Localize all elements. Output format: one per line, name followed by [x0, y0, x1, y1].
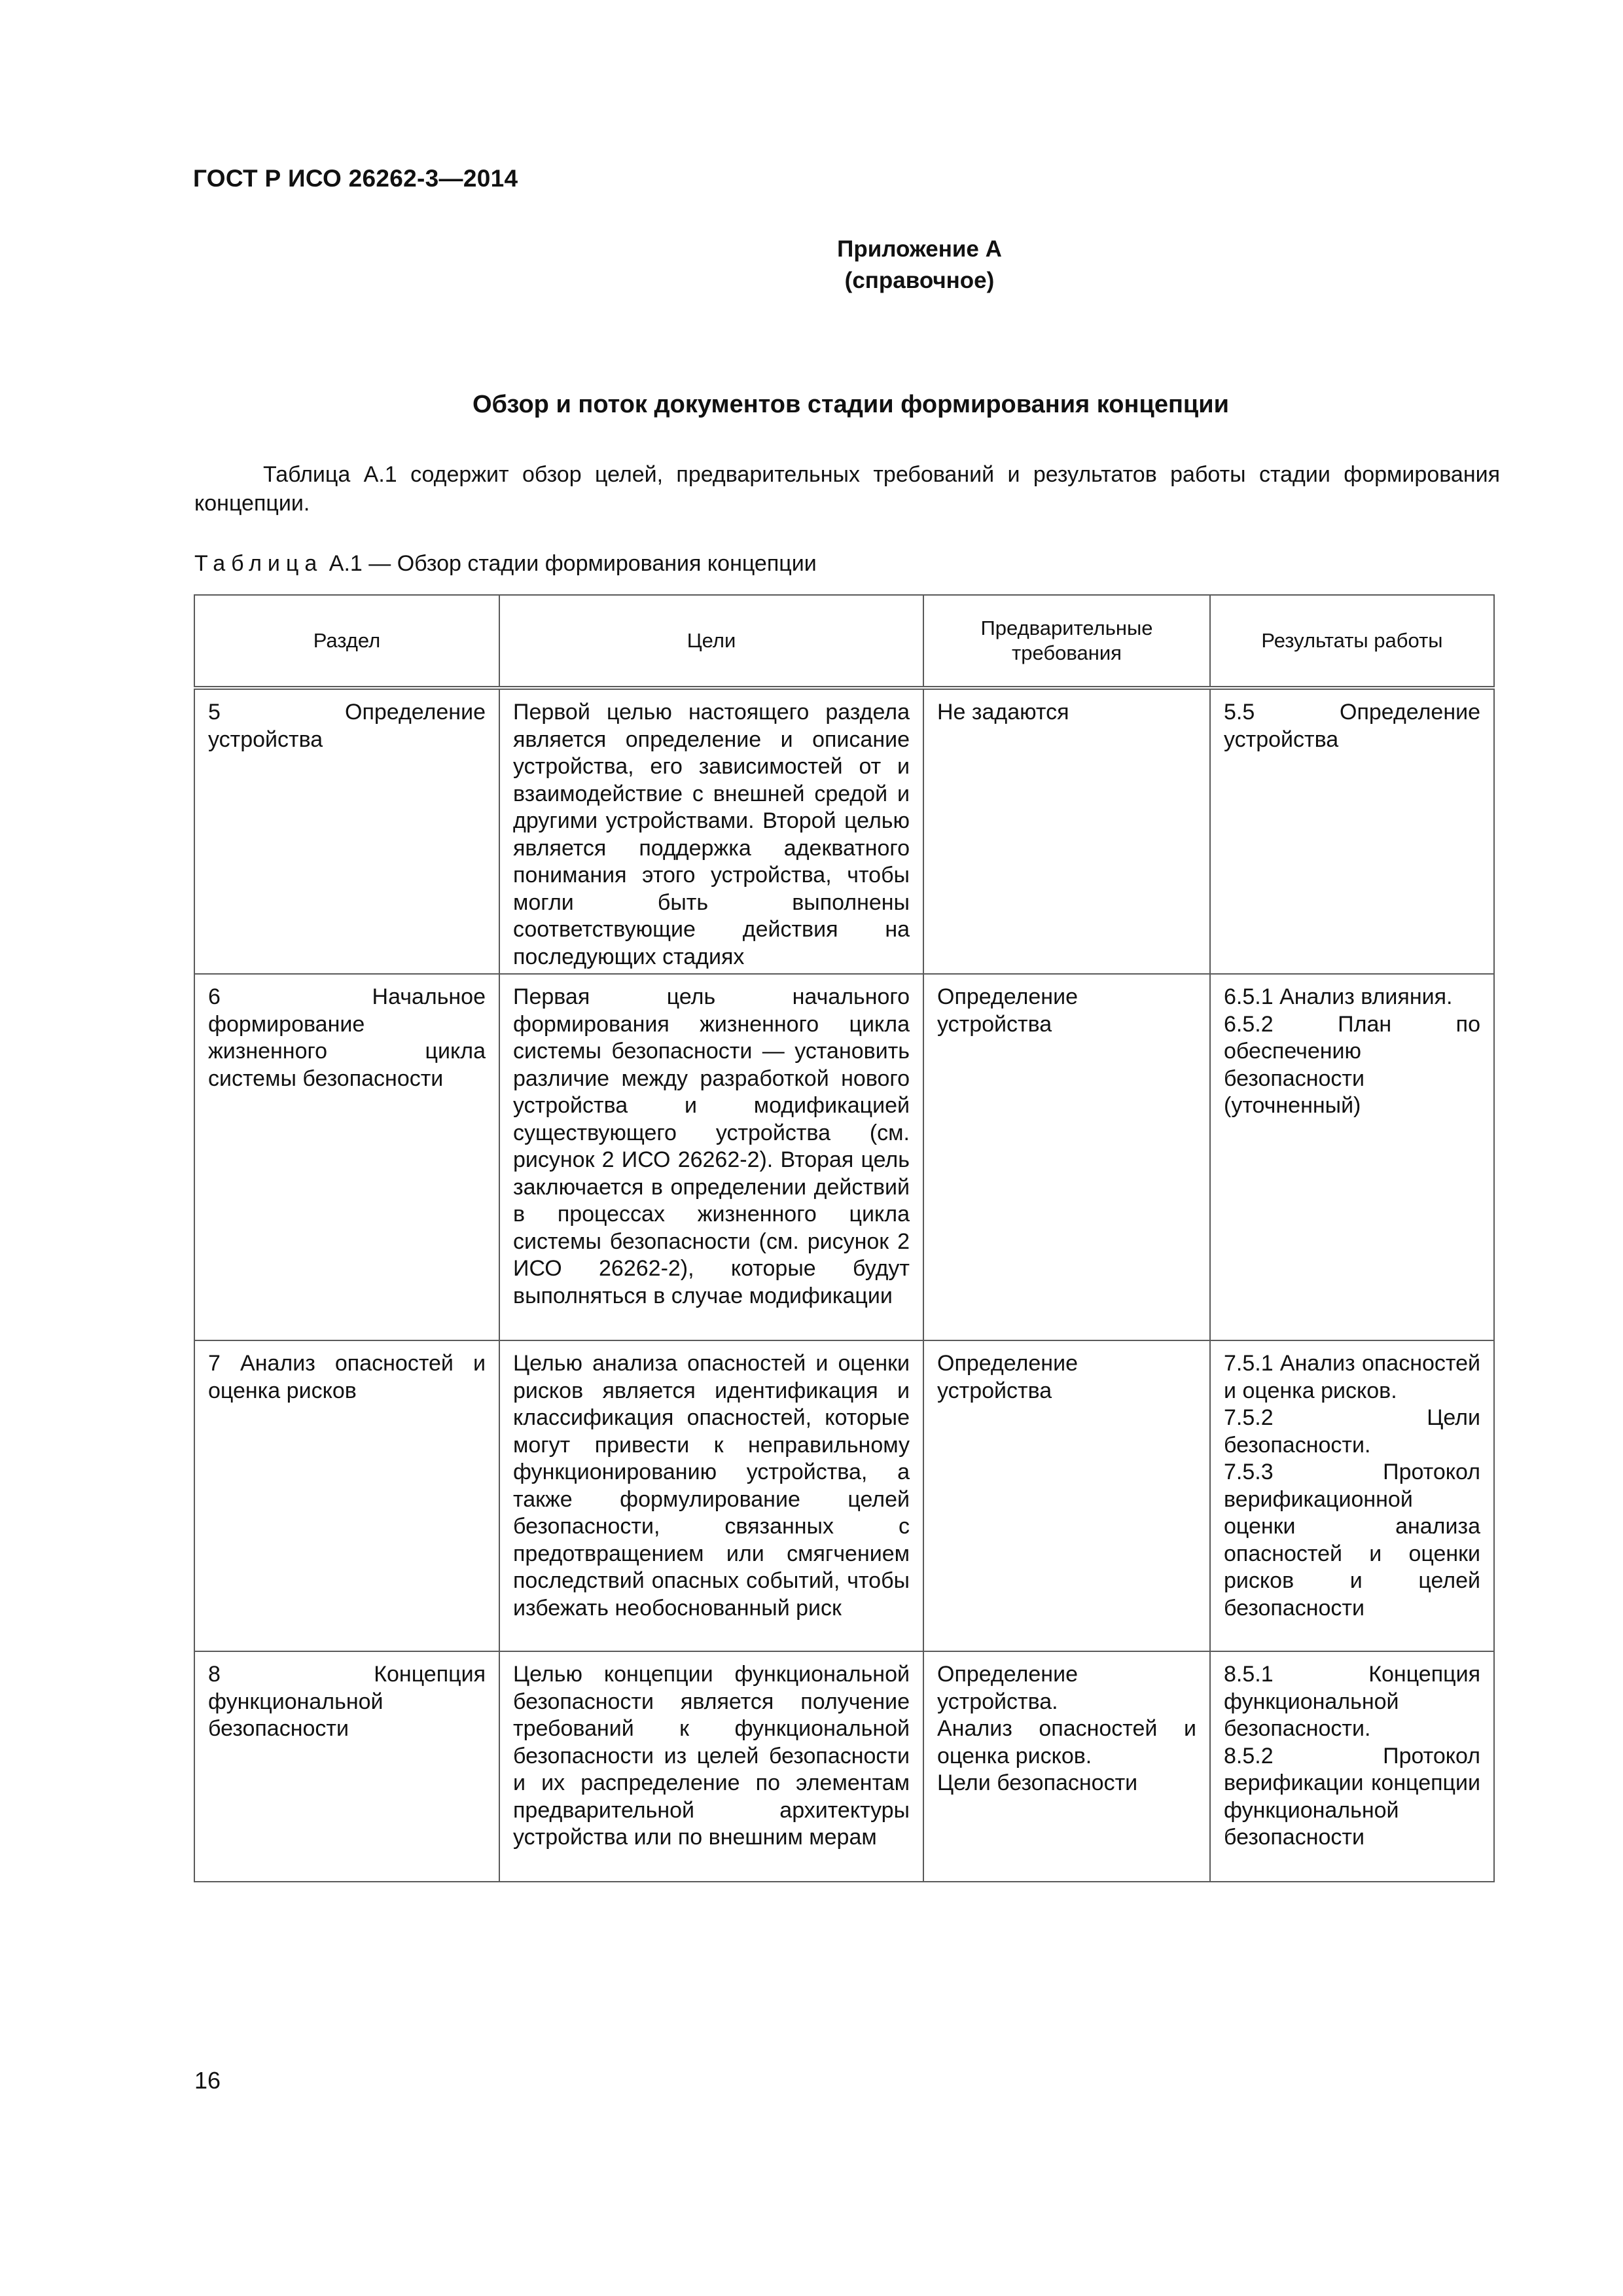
cell-section: 7 Анализ опасностей и оценка рисков: [194, 1340, 499, 1651]
intro-paragraph: Таблица А.1 содержит обзор целей, предварительных требований и результатов работы стадии формирования концепции.: [194, 462, 1500, 516]
table-caption: [194, 551, 817, 577]
table-caption-text: А.1 — Обзор стадии формирования концепции: [329, 551, 817, 576]
header-results: Результаты работы: [1210, 595, 1494, 688]
result-item: 7.5.2 Цели безопасности.: [1224, 1405, 1480, 1458]
result-item: 8.5.1 Концепция функциональной безопасности.: [1224, 1662, 1480, 1741]
cell-goals: Целью концепции функциональной безопасности является получение требований к функциональной безопасности из целей безопасности и их распределение по элементам предварительной архитектуры устройства или по внешним мерам: [499, 1651, 923, 1882]
cell-goals: Первой целью настоящего раздела является определение и описание устройства, его зависимостей от и взаимодействие с внешней средой и другими устройствами. Второй целью является поддержка адекватного понимания этого устройства, чтобы могли быть выполнены соответствующие действия на последующих стадиях: [499, 688, 923, 974]
cell-prerequisites: [923, 1340, 1210, 1651]
result-item: 8.5.2 Протокол верификации концепции функциональной безопасности: [1224, 1743, 1480, 1850]
table-row: [194, 688, 1494, 974]
cell-results: [1210, 1340, 1494, 1651]
prerequisite-item: Определение устройства.: [937, 1662, 1078, 1714]
annex-status: (справочное): [844, 268, 995, 293]
overview-table: [194, 594, 1495, 1882]
table-caption-prefix: Таблица: [194, 551, 323, 576]
cell-section: 5 Определение устройства: [194, 688, 499, 974]
cell-section: 8 Концепция функциональной безопасности: [194, 1651, 499, 1882]
prerequisite-item: Цели безопасности: [937, 1770, 1138, 1795]
result-item: 7.5.1 Анализ опасностей и оценка рисков.: [1224, 1351, 1480, 1403]
annex-label: Приложение А: [837, 236, 1002, 262]
header-prerequisites: Предварительные требования: [923, 595, 1210, 688]
annex-title: Обзор и поток документов стадии формирования концепции: [473, 391, 1229, 418]
table-row: [194, 1340, 1494, 1651]
prerequisite-item: Анализ опасностей и оценка рисков.: [937, 1716, 1196, 1768]
cell-prerequisites: [923, 688, 1210, 974]
annex-heading: [0, 234, 1623, 296]
prerequisite-item: Определение устройства: [937, 1351, 1078, 1403]
page-number: 16: [194, 2067, 221, 2094]
result-item: 5.5 Определение устройства: [1224, 700, 1480, 752]
cell-results: [1210, 688, 1494, 974]
result-item: 6.5.1 Анализ влияния.: [1224, 984, 1453, 1009]
standard-number: ГОСТ Р ИСО 26262-3—2014: [193, 165, 518, 192]
cell-goals: Первая цель начального формирования жизненного цикла системы безопасности — установить различие между разработкой нового устройства и модификацией существующего устройства (см. рисунок 2 ИСО 26262-2). Вторая цель заключается в определении действий в процессах жизненного цикла системы безопасности (см. рисунок 2 ИСО 26262-2), которые будут выполняться в случае модификации: [499, 974, 923, 1340]
prerequisite-item: Определение устройства: [937, 984, 1078, 1037]
cell-results: [1210, 1651, 1494, 1882]
prerequisite-item: Не задаются: [937, 700, 1069, 725]
cell-goals: Целью анализа опасностей и оценки рисков является идентификация и классификация опасностей, которые могут привести к неправильному функционированию устройства, а также формулирование целей безопасности, связанных с предотвращением или смягчением последствий опасных событий, чтобы избежать необоснованный риск: [499, 1340, 923, 1651]
result-item: 6.5.2 План по обеспечению безопасности (уточненный): [1224, 1011, 1480, 1118]
table-header-row: [194, 595, 1494, 688]
cell-results: [1210, 974, 1494, 1340]
header-goals: Цели: [499, 595, 923, 688]
result-item: 7.5.3 Протокол верификационной оценки анализа опасностей и оценки рисков и целей безопасности: [1224, 1460, 1480, 1621]
cell-prerequisites: [923, 974, 1210, 1340]
header-section: Раздел: [194, 595, 499, 688]
table-row: [194, 974, 1494, 1340]
cell-prerequisites: [923, 1651, 1210, 1882]
cell-section: 6 Начальное формирование жизненного цикла системы безопасности: [194, 974, 499, 1340]
table-row: [194, 1651, 1494, 1882]
